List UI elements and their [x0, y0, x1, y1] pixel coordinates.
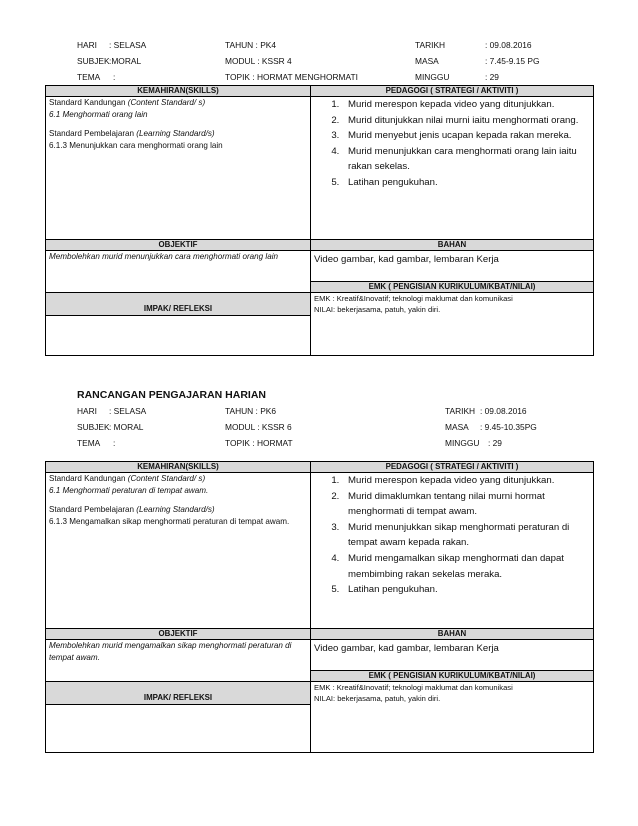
modul-value: MODUL : KSSR 6: [225, 422, 292, 432]
modul-value: MODUL : KSSR 4: [225, 56, 292, 66]
list-item: 2. Murid dimaklumkan tentang nilai murni hormat menghormati di tempat awam.: [342, 489, 590, 520]
tema-value: :: [113, 438, 116, 448]
bahan-text: Video gambar, kad gambar, lembaran Kerja: [311, 251, 594, 281]
emk-cell: [311, 681, 594, 752]
list-item: 4. Murid mengamalkan sikap menghormati dan dapat membimbing rakan sekelas meraka.: [342, 551, 590, 582]
plan2-table: [45, 461, 593, 753]
impak-header: IMPAK/ REFLEKSI: [46, 681, 311, 704]
topik-value: TOPIK : HORMAT: [225, 438, 293, 448]
emk-cell: [311, 292, 594, 355]
subjek-value: :MORAL: [109, 56, 142, 66]
nilai-text: NILAI: bekerjasama, patuh, yakin diri.: [314, 693, 441, 703]
minggu-value: : 29: [485, 72, 499, 82]
standard-pembelajaran: Standard Pembelajaran (Learning Standard/s): [49, 129, 215, 138]
kemahiran-header: KEMAHIRAN(SKILLS): [46, 86, 311, 97]
sp-value: 6.1.3 Mengamalkan sikap menghormati peraturan di tempat awam.: [49, 516, 290, 526]
pedagogi-cell: [311, 97, 594, 240]
activity-list: [314, 473, 590, 598]
topik-value: TOPIK : HORMAT MENGHORMATI: [225, 72, 358, 82]
standard-kandungan: Standard Kandungan (Content Standard/ s): [49, 98, 206, 107]
bahan-header: BAHAN: [311, 240, 594, 251]
list-item: 3. Murid menunjukkan sikap menghormati peraturan di tempat awam kepada rakan.: [342, 520, 590, 551]
tarikh-label: TARIKH: [445, 406, 476, 416]
masa-label: MASA: [415, 56, 439, 66]
kemahiran-cell: [46, 97, 311, 240]
pedagogi-cell: [311, 473, 594, 629]
tema-value: :: [113, 72, 116, 82]
list-item: 2. Murid ditunjukkan nilai murni iaitu menghormati orang.: [342, 113, 590, 129]
subjek-label: SUBJEK: [77, 422, 110, 432]
pedagogi-header: PEDAGOGI ( STRATEGI / AKTIVITI ): [311, 86, 594, 97]
emk-header: EMK ( PENGISIAN KURIKULUM/KBAT/NILAI): [311, 670, 594, 681]
hari-value: : SELASA: [109, 40, 147, 50]
kemahiran-header: KEMAHIRAN(SKILLS): [46, 462, 311, 473]
hari-label: HARI: [77, 406, 98, 416]
impak-cell: [46, 704, 311, 752]
emk-text: EMK : Kreatif&Inovatif; teknologi maklumat dan komunikasi: [314, 682, 513, 692]
standard-kandungan: Standard Kandungan (Content Standard/ s): [49, 474, 206, 483]
tema-label: TEMA: [77, 438, 101, 448]
tarikh-label: TARIKH: [415, 40, 446, 50]
objektif-text: Membolehkan murid mengamalkan sikap menghormati peraturan di tempat awam.: [46, 640, 311, 681]
pedagogi-header: PEDAGOGI ( STRATEGI / AKTIVITI ): [311, 462, 594, 473]
kemahiran-cell: [46, 473, 311, 629]
impak-header: IMPAK/ REFLEKSI: [46, 292, 311, 315]
plan1-header: [77, 40, 597, 88]
sp-value: 6.1.3 Menunjukkan cara menghormati orang lain: [49, 140, 223, 150]
impak-cell: [46, 315, 311, 355]
objektif-text: Membolehkan murid menunjukkan cara menghormati orang lain: [46, 251, 311, 292]
tahun-value: TAHUN : PK4: [225, 40, 277, 50]
list-item: 4. Murid menunjukkan cara menghormati orang lain iaitu rakan sekelas.: [342, 144, 590, 175]
minggu-value: : 29: [488, 438, 502, 448]
bahan-text: Video gambar, kad gambar, lembaran Kerja: [311, 640, 594, 670]
minggu-label: MINGGU: [415, 72, 450, 82]
nilai-text: NILAI: bekerjasama, patuh, yakin diri.: [314, 304, 441, 314]
list-item: 1. Murid merespon kepada video yang ditunjukkan.: [342, 97, 590, 113]
list-item: 3. Murid menyebut jenis ucapan kepada rakan mereka.: [342, 128, 590, 144]
minggu-label: MINGGU: [445, 438, 480, 448]
tarikh-value: : 09.08.2016: [485, 40, 532, 50]
objektif-header: OBJEKTIF: [46, 629, 311, 640]
emk-header: EMK ( PENGISIAN KURIKULUM/KBAT/NILAI): [311, 281, 594, 292]
list-item: 1. Murid merespon kepada video yang ditunjukkan.: [342, 473, 590, 489]
sk-value: 6.1 Menghormati peraturan di tempat awam.: [49, 485, 209, 495]
list-item: 5. Latihan pengukuhan.: [342, 582, 590, 598]
sk-value: 6.1 Menghormati orang lain: [49, 109, 148, 119]
masa-label: MASA: [445, 422, 469, 432]
list-item: 5. Latihan pengukuhan.: [342, 175, 590, 191]
plan1-table: [45, 85, 593, 356]
subjek-label: SUBJEK: [77, 56, 110, 66]
standard-pembelajaran: Standard Pembelajaran (Learning Standard/s): [49, 505, 215, 514]
masa-value: : 7.45-9.15 PG: [485, 56, 540, 66]
hari-label: HARI: [77, 40, 98, 50]
activity-list: [314, 97, 590, 191]
tarikh-value: : 09.08.2016: [480, 406, 527, 416]
emk-text: EMK : Kreatif&Inovatif; teknologi maklumat dan komunikasi: [314, 293, 513, 303]
subjek-value: : MORAL: [109, 422, 144, 432]
masa-value: : 9.45-10.35PG: [480, 422, 537, 432]
objektif-header: OBJEKTIF: [46, 240, 311, 251]
tahun-value: TAHUN : PK6: [225, 406, 277, 416]
tema-label: TEMA: [77, 72, 101, 82]
plan2-title: RANCANGAN PENGAJARAN HARIAN: [77, 389, 267, 401]
hari-value: : SELASA: [109, 406, 147, 416]
plan2-header: [77, 406, 597, 454]
bahan-header: BAHAN: [311, 629, 594, 640]
